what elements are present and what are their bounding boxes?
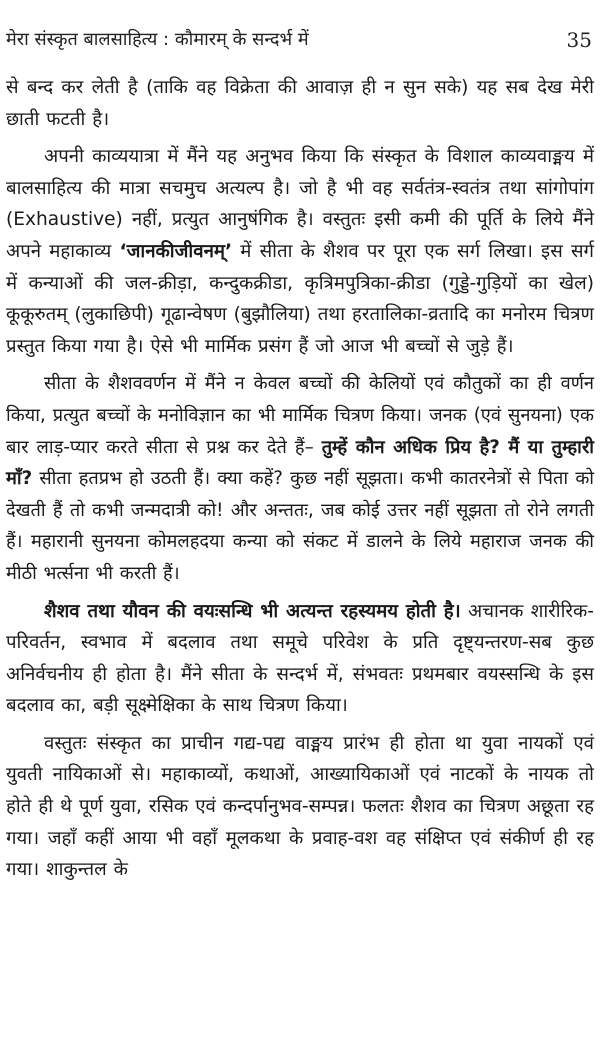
highlighted-statement: शैशव तथा यौवन की वयःसन्धि भी अत्यन्त रहस्यमय होती है। — [44, 600, 461, 622]
paragraph-adolescence — [6, 596, 594, 722]
paragraph-text: वस्तुतः संस्कृत का प्राचीन गद्य-पद्य वाङ्मय प्रारंभ ही होता था युवा नायकों एवं युवती नायिकाओं से। महाकाव्यों, कथाओं, आख्यायिकाओं एवं नाटकों के नायक तो होते ही थे पूर्ण युवा, रसिक एवं कन्दर्पानुभव-सम्पन्न। फलतः शैशव का चित्रण अछूता रह गया। जहाँ कहीं आया भी वहाँ मूलकथा के प्रवाह-वश वह संक्षिप्त एवं संकीर्ण ही रह गया। शाकुन्तल के — [6, 732, 594, 881]
paragraph-text: सीता के शैशववर्णन में मैंने न केवल बच्चों की केलियों एवं कौतुकों का ही वर्णन किया, प्रत्युत बच्चों के मनोविज्ञान का भी मार्मिक चित्रण किया। जनक (एवं सुनयना) एक बार लाड़-प्यार करते सीता से प्रश्न कर देते हैं– — [6, 373, 594, 458]
paragraph-poetic-journey — [6, 141, 594, 362]
epic-title: ‘जानकीजीवनम्’ — [119, 240, 233, 262]
page-number: 35 — [566, 28, 592, 52]
paragraph-text: अपनी काव्ययात्रा में मैंने यह अनुभव किया कि संस्कृत के विशाल काव्यवाङ्मय में बालसाहित्य की मात्रा सचमुच अत्यल्प है। जो है भी वह सर्वतंत्र-स्वतंत्र तथा सांगोपांग (Exhaustive) नहीं, प्रत्युत आनुषंगिक है। वस्तुतः इसी कमी की पूर्ति के लिये मैंने अपने महाकाव्य — [6, 146, 594, 262]
running-title: मेरा संस्कृत बालसाहित्य : कौमारम् के सन्दर्भ में — [6, 29, 309, 50]
paragraph-continuation — [6, 72, 594, 135]
paragraph-text: में सीता के शैशव पर पूरा एक सर्ग लिखा। इस सर्ग में कन्याओं की जल-क्रीड़ा, कन्दुकक्रीडा, कृत्रिमपुत्रिका-क्रीडा (गुड्डे-गुड़ियों का खेल) कूकूरुतम् (लुकाछिपी) गूढान्वेषण (बुझौलिया) तथा हरतालिका-व्रतादि का मनोरम चित्रण प्रस्तुत किया गया है। ऐसे भी मार्मिक प्रसंग हैं जो आज भी बच्चों से जुड़े हैं। — [6, 240, 594, 357]
body-text — [6, 72, 594, 886]
paragraph-text: सीता हतप्रभ हो उठती हैं। क्या कहें? कुछ नहीं सूझता। कभी कातरनेत्रों से पिता को देखती हैं तो कभी जन्मदात्री को! और अन्ततः, जब कोई उत्तर नहीं सूझता तो रोने लगती हैं। महारानी सुनयना कोमलहदया कन्या को संकट में डालने के लिये महाराज जनक की मीठी भर्त्सना भी करती हैं। — [6, 468, 594, 584]
paragraph-classical-literature — [6, 728, 594, 886]
running-header — [6, 26, 594, 58]
paragraph-childhood-description — [6, 368, 594, 589]
paragraph-text: से बन्द कर लेती है (ताकि वह विक्रेता की आवाज़ ही न सुन सके) यह सब देख मेरी छाती फटती है। — [6, 77, 594, 130]
paragraph-text: अचानक शारीरिक-परिवर्तन, स्वभाव में बदलाव तथा समूचे परिवेश के प्रति दृष्ट्यन्तरण-सब कुछ अनिर्वचनीय ही होता है। मैंने सीता के सन्दर्भ में, संभवतः प्रथमबार वयस्सन्धि के इस बदलाव का, बड़ी सूक्ष्मेक्षिका के साथ चित्रण किया। — [6, 600, 594, 717]
highlighted-question: तुम्हें कौन अधिक प्रिय है? मैं या तुम्हारी माँ? — [6, 436, 594, 490]
